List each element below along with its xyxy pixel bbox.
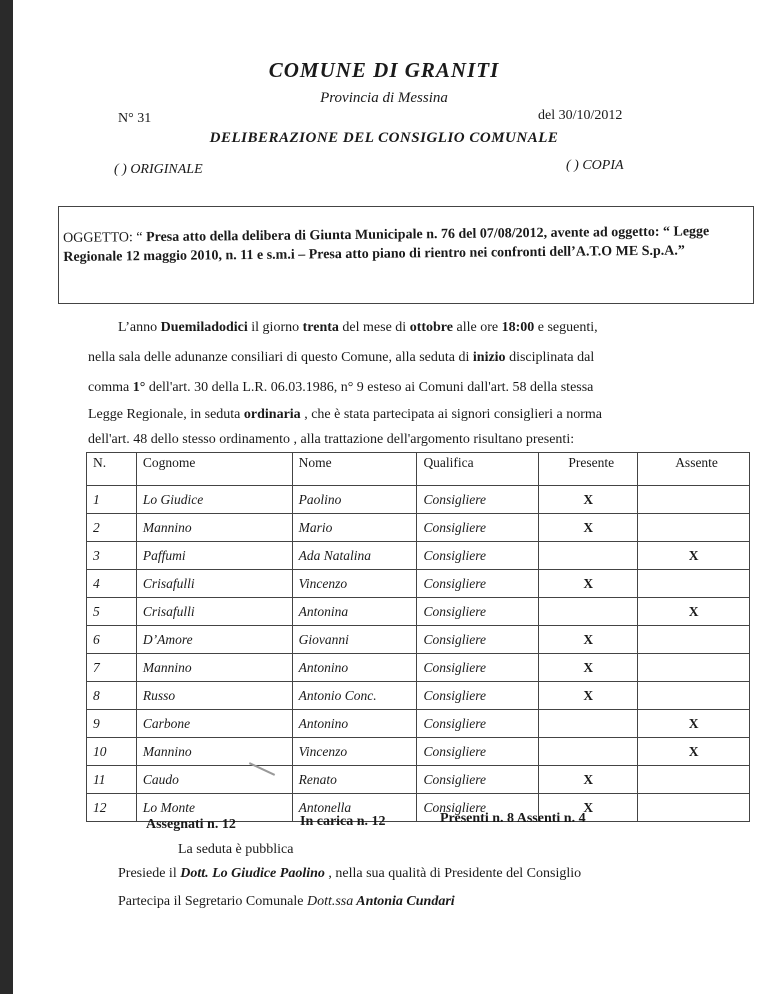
- text: il giorno: [247, 320, 303, 335]
- scan-edge: [0, 0, 13, 994]
- col-number: 8: [87, 682, 137, 710]
- col-firstname: Vincenzo: [292, 738, 417, 766]
- table-row: [87, 486, 750, 514]
- col-role: Consigliere: [417, 486, 539, 514]
- col-firstname: Antonio Conc.: [292, 682, 417, 710]
- summary-in-carica: In carica n. 12: [300, 814, 386, 829]
- col-surname: Caudo: [136, 766, 292, 794]
- time: 18:00: [501, 320, 535, 335]
- col-firstname: Paolino: [292, 486, 417, 514]
- col-role: Consigliere: [417, 542, 539, 570]
- col-present: X: [539, 654, 638, 682]
- col-surname: Mannino: [136, 654, 292, 682]
- col-number: 9: [87, 710, 137, 738]
- col-absent: X: [638, 598, 750, 626]
- subject-content: Presa atto della delibera di Giunta Municipale n. 76 del 07/08/2012, avente ad oggetto: “ Legge Regionale 12 maggio 2010, n. 11 e s.m.i – Presa atto piano di rientro nei confronti dell’A.T.O ME S.p.A.”: [63, 224, 710, 265]
- col-present: X: [539, 486, 638, 514]
- col-firstname: Ada Natalina: [292, 542, 417, 570]
- summary-presenti-assenti: Presenti n. 8 Assenti n. 4: [440, 811, 586, 826]
- col-surname: Crisafulli: [136, 598, 292, 626]
- header-col-surname: Cognome: [136, 453, 292, 486]
- col-role: Consigliere: [417, 766, 539, 794]
- col-firstname: Antonino: [292, 710, 417, 738]
- attendance-table: [86, 452, 750, 822]
- table-row: [87, 542, 750, 570]
- table-row: [87, 570, 750, 598]
- province-subtitle: Provincia di Messina: [320, 90, 448, 106]
- col-role: Consigliere: [417, 682, 539, 710]
- col-present: X: [539, 794, 638, 822]
- col-surname: Carbone: [136, 710, 292, 738]
- col-number: 11: [87, 766, 137, 794]
- col-absent: [638, 766, 750, 794]
- body-line-3: [88, 380, 593, 396]
- col-surname: Lo Monte: [136, 794, 292, 822]
- session-type: inizio: [472, 350, 506, 365]
- table-row: [87, 654, 750, 682]
- col-number: 4: [87, 570, 137, 598]
- president-line: [118, 866, 581, 882]
- col-firstname: Giovanni: [292, 626, 417, 654]
- text: disciplinata dal: [505, 350, 595, 365]
- col-number: 5: [87, 598, 137, 626]
- table-row: [87, 682, 750, 710]
- col-role: Consigliere: [417, 654, 539, 682]
- col-absent: [638, 794, 750, 822]
- col-present: X: [539, 514, 638, 542]
- comma-number: 1°: [132, 380, 146, 395]
- text: alle ore: [452, 320, 502, 335]
- col-absent: [638, 654, 750, 682]
- col-role: Consigliere: [417, 710, 539, 738]
- table-row: [87, 738, 750, 766]
- text: del mese di: [338, 320, 410, 335]
- col-absent: [638, 514, 750, 542]
- text: Legge Regionale, in seduta: [88, 407, 244, 422]
- col-firstname: Mario: [292, 514, 417, 542]
- text: dell'art. 30 della L.R. 06.03.1986, n° 9 esteso ai Comuni dall'art. 58 della stessa: [145, 380, 594, 395]
- col-role: Consigliere: [417, 598, 539, 626]
- col-number: 6: [87, 626, 137, 654]
- header-col-firstname: Nome: [292, 453, 417, 486]
- col-absent: [638, 682, 750, 710]
- col-present: [539, 542, 638, 570]
- text: nella sala delle adunanze consiliari di questo Comune, alla seduta di: [88, 350, 473, 365]
- header-col-present: Presente: [539, 453, 638, 486]
- text: , nella sua qualità di Presidente del Consiglio: [324, 866, 582, 881]
- col-absent: X: [638, 710, 750, 738]
- table-row: [87, 514, 750, 542]
- col-role: Consigliere: [417, 626, 539, 654]
- month: ottobre: [409, 320, 453, 335]
- col-firstname: Antonella: [292, 794, 417, 822]
- text: e seguenti,: [534, 320, 598, 335]
- text: Presiede il: [118, 866, 181, 881]
- col-present: [539, 738, 638, 766]
- table-row: [87, 626, 750, 654]
- col-surname: Lo Giudice: [136, 486, 292, 514]
- day: trenta: [302, 320, 339, 335]
- col-number: 7: [87, 654, 137, 682]
- document-type: DELIBERAZIONE DEL CONSIGLIO COMUNALE: [209, 130, 559, 146]
- col-present: X: [539, 570, 638, 598]
- col-surname: Mannino: [136, 738, 292, 766]
- col-firstname: Antonina: [292, 598, 417, 626]
- body-line-4: [88, 407, 602, 423]
- body-line-2: [88, 350, 594, 366]
- text: comma: [88, 380, 133, 395]
- secretary-line: [118, 894, 455, 910]
- session-kind: ordinaria: [243, 407, 301, 422]
- header-col-role: Qualifica: [417, 453, 539, 486]
- body-line-5: dell'art. 48 dello stesso ordinamento , alla trattazione dell'argomento risultano presenti:: [88, 432, 575, 447]
- col-surname: Mannino: [136, 514, 292, 542]
- col-present: X: [539, 682, 638, 710]
- table-row: [87, 766, 750, 794]
- text: Partecipa il Segretario Comunale: [118, 894, 307, 909]
- col-absent: X: [638, 738, 750, 766]
- text: , che è stata partecipata ai signori consiglieri a norma: [300, 407, 602, 422]
- col-role: Consigliere: [417, 738, 539, 766]
- municipality-title: COMUNE DI GRANITI: [268, 58, 500, 82]
- col-present: X: [539, 626, 638, 654]
- header-col-number: N.: [87, 453, 137, 486]
- col-role: Consigliere: [417, 794, 539, 822]
- col-number: 3: [87, 542, 137, 570]
- header-col-absent: Assente: [638, 453, 750, 486]
- public-session-note: La seduta è pubblica: [178, 842, 294, 857]
- col-firstname: Renato: [292, 766, 417, 794]
- summary-assegnati: Assegnati n. 12: [146, 817, 236, 832]
- copia-checkbox-label: ( ) COPIA: [566, 158, 624, 173]
- text: L’anno: [118, 320, 161, 335]
- secretary-title: Dott.ssa: [306, 894, 354, 909]
- deliberation-number: N° 31: [118, 111, 152, 126]
- col-present: [539, 598, 638, 626]
- subject-text: [63, 222, 753, 267]
- col-firstname: Antonino: [292, 654, 417, 682]
- col-present: X: [539, 766, 638, 794]
- col-absent: X: [638, 542, 750, 570]
- table-row: [87, 710, 750, 738]
- col-role: Consigliere: [417, 570, 539, 598]
- col-surname: Paffumi: [136, 542, 292, 570]
- table-header-row: [87, 453, 750, 486]
- col-absent: [638, 570, 750, 598]
- originale-checkbox-label: ( ) ORIGINALE: [114, 162, 203, 177]
- col-role: Consigliere: [417, 514, 539, 542]
- subject-box: [58, 206, 754, 304]
- body-line-1: [118, 320, 598, 336]
- col-absent: [638, 486, 750, 514]
- col-number: 12: [87, 794, 137, 822]
- col-absent: [638, 626, 750, 654]
- col-number: 2: [87, 514, 137, 542]
- col-number: 10: [87, 738, 137, 766]
- col-number: 1: [87, 486, 137, 514]
- col-surname: D’Amore: [136, 626, 292, 654]
- table-row: [87, 598, 750, 626]
- subject-label: OGGETTO: “: [63, 230, 143, 246]
- president-name: Dott. Lo Giudice Paolino: [180, 866, 325, 881]
- year: Duemiladodici: [160, 320, 248, 335]
- secretary-name: Antonia Cundari: [353, 894, 455, 909]
- col-surname: Russo: [136, 682, 292, 710]
- col-present: [539, 710, 638, 738]
- deliberation-date: del 30/10/2012: [538, 108, 623, 123]
- col-surname: Crisafulli: [136, 570, 292, 598]
- col-firstname: Vincenzo: [292, 570, 417, 598]
